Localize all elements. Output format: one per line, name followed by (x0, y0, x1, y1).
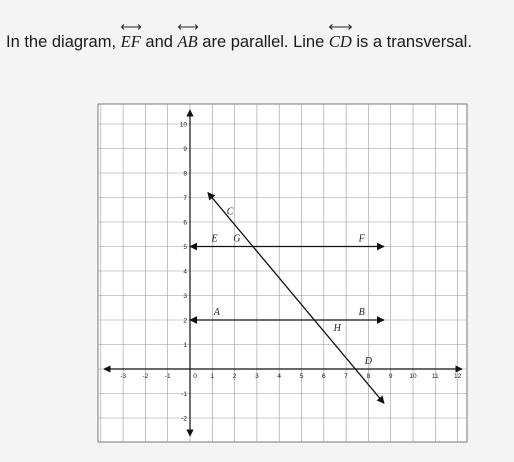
x-tick-label: -3 (120, 373, 126, 380)
x-tick-label: 10 (409, 373, 417, 380)
question-text-part: are parallel. Line (197, 33, 329, 51)
point-label-a: A (213, 307, 220, 319)
x-tick-label: 9 (388, 373, 393, 380)
point-label-e: E (211, 233, 218, 245)
question-text-part: and (140, 33, 178, 51)
line-ab-label: AB (178, 30, 198, 54)
x-tick-label: 0 (193, 373, 197, 380)
y-tick-label: 1 (183, 342, 187, 349)
y-tick-label: 3 (183, 293, 187, 300)
y-tick-label: -2 (181, 415, 187, 423)
x-tick-label: 7 (344, 373, 348, 380)
line-ef-label: EF (121, 30, 141, 54)
x-tick-label: 11 (431, 373, 439, 380)
x-tick-label: 1 (210, 373, 215, 380)
x-tick-label: 8 (366, 373, 371, 380)
point-label-b: B (358, 307, 365, 319)
point-label-h: H (333, 323, 341, 335)
y-tick-label: 8 (183, 170, 187, 178)
x-tick-label: -2 (142, 373, 149, 380)
point-label-g: G (233, 233, 241, 245)
x-tick-label: 4 (277, 373, 282, 380)
graph-paper (98, 104, 467, 442)
point-label-f: F (358, 233, 365, 245)
question-text-part: is a transversal. (351, 33, 472, 51)
x-tick-label: 12 (453, 373, 462, 380)
x-tick-label: 6 (321, 373, 326, 380)
y-tick-label: 9 (183, 146, 187, 153)
x-tick-label: -1 (164, 373, 171, 380)
x-tick-label: 2 (232, 373, 237, 380)
y-tick-label: 7 (183, 195, 187, 202)
x-tick-label: 5 (299, 373, 304, 380)
y-tick-label: 10 (179, 121, 187, 129)
line-cd-label: CD (329, 30, 352, 54)
point-label-c: C (226, 206, 234, 218)
question-text-part: In the diagram, (6, 33, 121, 51)
y-tick-label: -1 (181, 391, 187, 398)
y-tick-label: 5 (183, 244, 187, 251)
y-tick-label: 4 (183, 268, 187, 276)
y-tick-label: 2 (183, 317, 187, 325)
y-tick-label: 6 (183, 219, 187, 227)
point-label-d: D (364, 356, 373, 368)
x-tick-label: 3 (255, 373, 259, 380)
